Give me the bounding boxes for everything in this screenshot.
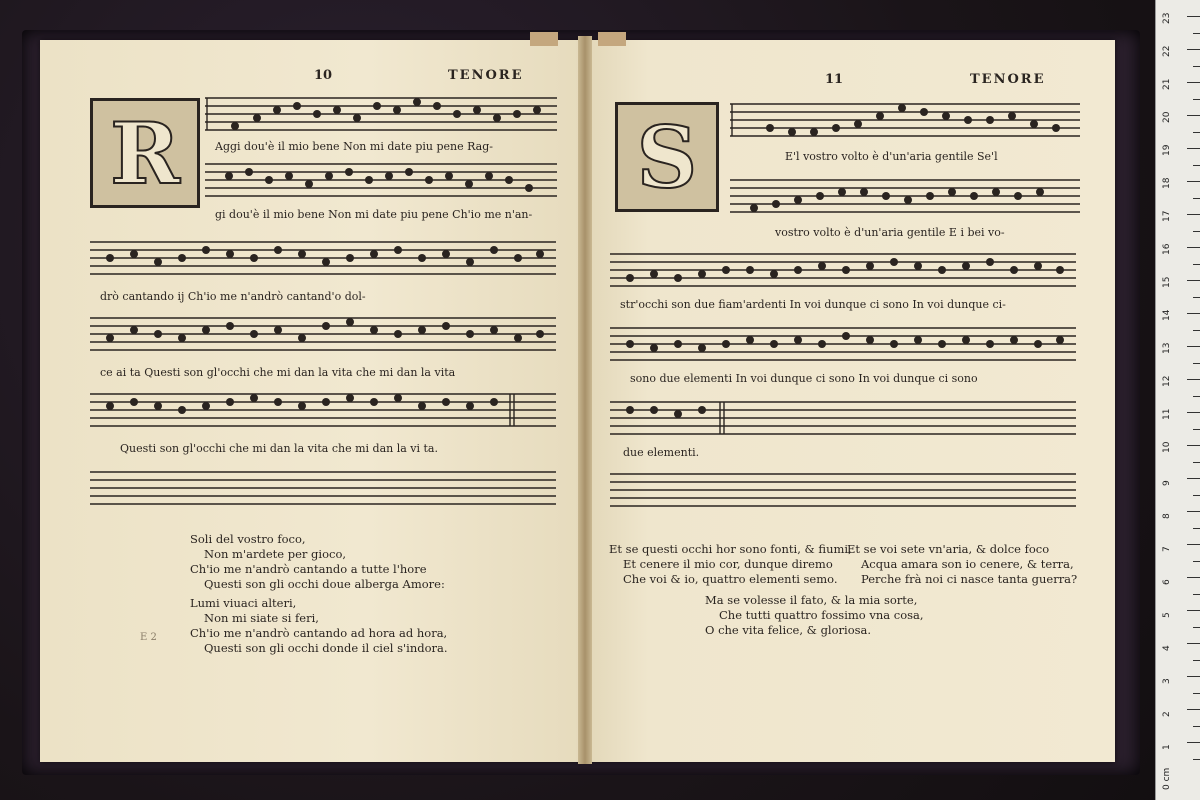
ruler-tick: [1187, 643, 1200, 644]
ruler-half-tick: [1193, 693, 1200, 694]
ruler-label: 14: [1162, 309, 1172, 321]
ruler-half-tick: [1193, 231, 1200, 232]
ruler-tick: [1187, 49, 1200, 50]
measuring-ruler: [1155, 0, 1200, 800]
ruler-tick: [1187, 379, 1200, 380]
ruler-half-tick: [1193, 132, 1200, 133]
ruler-tick: [1187, 742, 1200, 743]
poem-line: Ma se volesse il fato, & la mia sorte,: [705, 593, 918, 607]
lyric-line-4-right: sono due elementi In voi dunque ci sono In voi dunque ci sono: [630, 372, 978, 385]
running-head-left: TENORE: [448, 68, 524, 83]
ruler-tick: [1187, 412, 1200, 413]
staff-3-right: [610, 248, 1080, 292]
ruler-half-tick: [1193, 660, 1200, 661]
ruler-half-tick: [1193, 759, 1200, 760]
staff-2-left: [205, 158, 560, 202]
poem-line: Soli del vostro foco,: [190, 532, 306, 546]
ruler-label: 22: [1162, 45, 1172, 57]
ruler-tick: [1187, 181, 1200, 182]
ruler-tick: [1187, 445, 1200, 446]
book-spine: [578, 36, 592, 764]
ruler-tick: [1187, 577, 1200, 578]
ruler-label: 10: [1162, 441, 1172, 453]
ruler-label: 20: [1162, 111, 1172, 123]
ruler-label: 1: [1162, 744, 1172, 750]
ruler-label: 11: [1162, 408, 1172, 420]
poem-line: Lumi viuaci alteri,: [190, 596, 297, 610]
poem-line: Ch'io me n'andrò cantando a tutte l'hore: [190, 562, 427, 576]
ruler-tick: [1187, 709, 1200, 710]
ruler-label: 9: [1162, 480, 1172, 486]
ruler-half-tick: [1193, 627, 1200, 628]
ruler-label: 16: [1162, 243, 1172, 255]
left-page: [40, 40, 585, 762]
ruler-half-tick: [1193, 462, 1200, 463]
ruler-label: 4: [1162, 645, 1172, 651]
initial-letter: R: [110, 103, 180, 203]
ruler-label: 23: [1162, 12, 1172, 24]
ruler-label: 15: [1162, 276, 1172, 288]
ruler-label: 8: [1162, 513, 1172, 519]
poem-line: Che tutti quattro fossimo vna cosa,: [719, 608, 924, 622]
ruler-tick: [1187, 115, 1200, 116]
ruler-label: 17: [1162, 210, 1172, 222]
ruler-unit: 0 cm: [1162, 767, 1172, 790]
empty-staff-right: [610, 468, 1080, 512]
lyric-line-1-left: Aggi dou'è il mio bene Non mi date piu pene Rag-: [215, 140, 493, 153]
poem-line: Et se questi occhi hor sono fonti, & fiumi,: [609, 542, 852, 556]
ruler-tick: [1187, 676, 1200, 677]
ruler-tick: [1187, 478, 1200, 479]
poem-line: Ch'io me n'andrò cantando ad hora ad hora,: [190, 626, 448, 640]
ruler-half-tick: [1193, 165, 1200, 166]
staff-5-left: [90, 388, 560, 432]
ruler-label: 13: [1162, 342, 1172, 354]
ruler-tick: [1187, 313, 1200, 314]
ruler-label: 3: [1162, 678, 1172, 684]
lyric-line-2-right: vostro volto è d'un'aria gentile E i bei vo-: [775, 226, 1005, 239]
ruler-label: 7: [1162, 546, 1172, 552]
decorated-initial-r: [90, 98, 200, 208]
ruler-half-tick: [1193, 33, 1200, 34]
ruler-tick: [1187, 511, 1200, 512]
ruler-label: 2: [1162, 711, 1172, 717]
poem-line: Questi son gli occhi donde il ciel s'indora.: [204, 641, 448, 655]
poem-line: Non m'ardete per gioco,: [204, 547, 347, 561]
lyric-line-3-left: drò cantando ij Ch'io me n'andrò cantand'o dol-: [100, 290, 366, 303]
ruler-tick: [1187, 610, 1200, 611]
ruler-half-tick: [1193, 264, 1200, 265]
ruler-half-tick: [1193, 363, 1200, 364]
lyric-line-3-right: str'occhi son due fiam'ardenti In voi dunque ci sono In voi dunque ci-: [620, 298, 1006, 311]
binding-tape-left: [530, 32, 558, 46]
staff-1-right: [730, 98, 1085, 142]
poem-line: Questi son gli occhi doue alberga Amore:: [204, 577, 445, 591]
binding-tape-right: [598, 32, 626, 46]
ruler-half-tick: [1193, 429, 1200, 430]
ruler-label: 19: [1162, 144, 1172, 156]
poem-line: Et se voi sete vn'aria, & dolce foco: [847, 542, 1050, 556]
staff-3-left: [90, 236, 560, 280]
poem-left: [190, 532, 448, 656]
ruler-tick: [1187, 16, 1200, 17]
ruler-label: 12: [1162, 375, 1172, 387]
staff-2-right: [730, 174, 1085, 218]
ruler-tick: [1187, 280, 1200, 281]
signature-mark: E 2: [140, 632, 157, 643]
ruler-tick: [1187, 148, 1200, 149]
page-number-right: 11: [825, 72, 844, 87]
ruler-label: 21: [1162, 78, 1172, 90]
poem-line: Non mi siate si feri,: [204, 611, 319, 625]
ruler-half-tick: [1193, 396, 1200, 397]
staff-1-left: [205, 92, 560, 136]
empty-staff-left: [90, 466, 560, 510]
ruler-half-tick: [1193, 66, 1200, 67]
staff-5-right: [610, 396, 1080, 440]
ruler-half-tick: [1193, 198, 1200, 199]
ruler-label: 18: [1162, 177, 1172, 189]
lyric-line-1-right: E'l vostro volto è d'un'aria gentile Se'l: [785, 150, 998, 163]
poem-line: Che voi & io, quattro elementi semo.: [623, 572, 838, 586]
ruler-label: 6: [1162, 579, 1172, 585]
right-page: [585, 40, 1115, 762]
ruler-half-tick: [1193, 726, 1200, 727]
ruler-half-tick: [1193, 594, 1200, 595]
ruler-half-tick: [1193, 297, 1200, 298]
lyric-line-2-left: gi dou'è il mio bene Non mi date piu pene Ch'io me n'an-: [215, 208, 533, 221]
ruler-label: 5: [1162, 612, 1172, 618]
ruler-half-tick: [1193, 561, 1200, 562]
ruler-half-tick: [1193, 330, 1200, 331]
ruler-tick: [1187, 346, 1200, 347]
poem-right-col-1: [609, 542, 852, 587]
poem-line: Perche frà noi ci nasce tanta guerra?: [861, 572, 1078, 586]
poem-right-final: [705, 593, 924, 638]
ruler-tick: [1187, 214, 1200, 215]
lyric-line-5-right: due elementi.: [623, 446, 700, 459]
poem-line: O che vita felice, & gloriosa.: [705, 623, 872, 637]
staff-4-right: [610, 322, 1080, 366]
page-number-left: 10: [314, 68, 333, 83]
poem-line: Et cenere il mio cor, dunque diremo: [623, 557, 833, 571]
ruler-half-tick: [1193, 495, 1200, 496]
ruler-tick: [1187, 544, 1200, 545]
staff-4-left: [90, 312, 560, 356]
running-head-right: TENORE: [970, 72, 1046, 87]
poem-right-col-2: [847, 542, 1077, 587]
lyric-line-5-left: Questi son gl'occhi che mi dan la vita che mi dan la vi ta.: [120, 442, 438, 455]
lyric-line-4-left: ce ai ta Questi son gl'occhi che mi dan la vita che mi dan la vita: [100, 366, 456, 379]
decorated-initial-s: [615, 102, 719, 212]
ruler-tick: [1187, 82, 1200, 83]
ruler-half-tick: [1193, 528, 1200, 529]
poem-line: Acqua amara son io cenere, & terra,: [861, 557, 1074, 571]
ruler-tick: [1187, 247, 1200, 248]
initial-letter: S: [636, 107, 698, 207]
ruler-half-tick: [1193, 99, 1200, 100]
